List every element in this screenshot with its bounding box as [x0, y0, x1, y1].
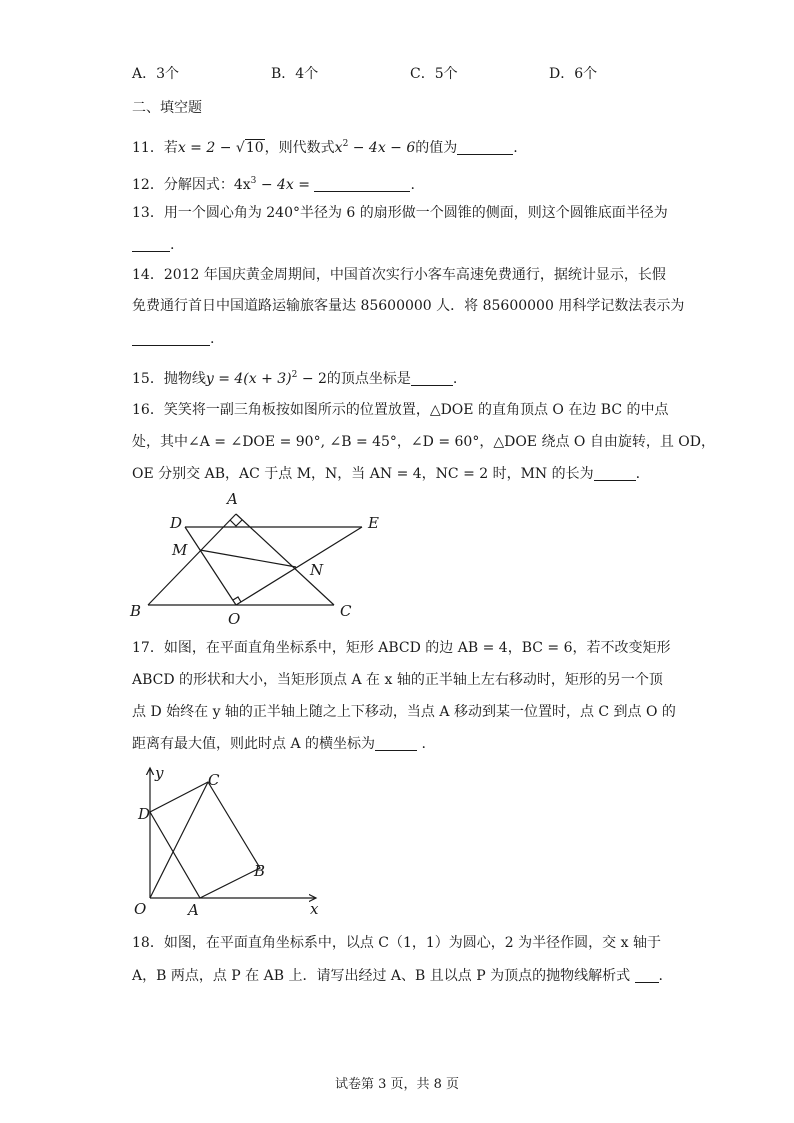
q18-blank: [635, 968, 659, 983]
q17-text: 距离有最大值，则此时点 A 的横坐标为: [132, 736, 376, 752]
q16-blank: [594, 466, 636, 481]
label-c: C: [340, 602, 352, 620]
question-16-line1: 16．笑笑将一副三角板按如图所示的位置放置，△DOE 的直角顶点 O 在边 BC 的中点: [132, 402, 669, 418]
question-17-line3: 点 D 始终在 y 轴的正半轴上随之上下移动，当点 A 移动到某一位置时，点 C 到点 O 的: [132, 704, 676, 720]
q15-expr2: − 2: [297, 371, 327, 387]
figure-q16: [120, 486, 400, 626]
label-n: N: [310, 561, 324, 579]
q12-number: 12．分解因式：: [132, 177, 234, 193]
option-c: C．5个: [410, 66, 458, 82]
question-15: [132, 365, 457, 389]
question-17-line1: 17．如图，在平面直角坐标系中，矩形 ABCD 的边 AB = 4，BC = 6，若不改变矩形: [132, 640, 671, 656]
question-14-line2: 免费通行首日中国道路运输旅客量达 85600000 人．将 85600000 用科学记数法表示为: [132, 298, 685, 314]
q12-end: .: [410, 177, 415, 193]
label-o: O: [228, 610, 241, 626]
q14-end: .: [210, 331, 215, 347]
label-y: y: [155, 764, 164, 782]
q16-end: .: [635, 466, 641, 482]
label-c: C: [208, 771, 220, 789]
option-d: D．6个: [549, 66, 598, 82]
question-17-line4: [132, 734, 426, 754]
label-b: B: [254, 862, 266, 880]
q15-expr1: y = 4(x + 3): [205, 371, 292, 387]
q11-sup: 2: [342, 139, 349, 149]
question-16-line2: 处，其中∠A = ∠DOE = 90°, ∠B = 45°，∠D = 60°，△DOE 绕点 O 自由旋转，且 OD，: [132, 434, 716, 450]
q15-blank: [411, 371, 453, 386]
q13-end: .: [170, 237, 175, 253]
q18-end: .: [658, 968, 663, 984]
section-title: 二、填空题: [132, 100, 202, 116]
question-18-line1: 18．如图，在平面直角坐标系中，以点 C（1，1）为圆心，2 为半径作圆，交 x 轴于: [132, 935, 661, 951]
q11-end: .: [513, 140, 518, 156]
segment-ab: [148, 514, 236, 605]
q17-end: .: [421, 736, 426, 752]
label-a: A: [227, 490, 238, 508]
question-14-line3: [132, 329, 214, 349]
q11-expr1: x = 2 −: [177, 140, 232, 156]
label-b: B: [130, 602, 142, 620]
q15-sup: 2: [291, 370, 298, 380]
q14-blank: [132, 331, 210, 346]
option-b: B．4个: [271, 66, 319, 82]
q17-blank: [375, 736, 417, 751]
q11-sqrt: 10: [245, 140, 264, 156]
label-x: x: [310, 900, 319, 918]
question-14-line1: 14．2012 年国庆黄金周期间，中国首次实行小客车高速免费通行，据统计显示，长假: [132, 267, 666, 283]
q11-number: 11．若: [132, 140, 178, 156]
label-d: D: [170, 514, 183, 532]
rectangle-abcd: [150, 782, 260, 898]
question-12: [132, 171, 415, 195]
question-17-line2: ABCD 的形状和大小，当矩形顶点 A 在 x 轴的正半轴上左右移动时，矩形的另一个顶: [132, 672, 663, 688]
q16-text: OE 分别交 AB，AC 于点 M，N，当 AN = 4，NC = 2 时，MN 的长为: [132, 466, 594, 482]
page-footer: 试卷第 3 页，共 8 页: [334, 1077, 460, 1092]
q12-blank: [314, 177, 410, 192]
q12-expr1: 4x: [233, 177, 251, 193]
segment-eo: [236, 527, 362, 605]
q18-text: A，B 两点，点 P 在 AB 上．请写出经过 A、B 且以点 P 为顶点的抛物线解析式: [132, 968, 631, 984]
q11-expr2: x: [334, 140, 343, 156]
q15-number: 15．抛物线: [132, 371, 206, 387]
label-m: M: [172, 541, 188, 559]
segment-oc: [150, 782, 208, 898]
q15-tail: 的顶点坐标是: [326, 371, 411, 387]
segment-mn: [200, 550, 296, 567]
label-e: E: [368, 514, 379, 532]
option-a: A．3个: [132, 66, 180, 82]
q11-tail: 的值为: [415, 140, 458, 156]
question-11: 11．若x = 2 − √10，则代数式$x^2 - 4x - 6$的值为 .: [132, 139, 518, 156]
q13-blank: [132, 237, 170, 252]
q12-sup: 3: [250, 176, 257, 186]
right-angle-a: [230, 520, 242, 526]
figure-q17: [128, 762, 338, 920]
q11-expr3: − 4x − 6: [348, 140, 416, 156]
q11-blank: [457, 140, 513, 155]
q11-mid: ，则代数式: [264, 140, 335, 156]
q12-expr2: − 4x =: [256, 177, 310, 193]
label-a: A: [188, 901, 199, 919]
question-13-line2: [132, 235, 174, 255]
segment-do: [185, 527, 236, 605]
label-d: D: [138, 805, 151, 823]
question-18-line2: [132, 966, 663, 986]
question-16-line3: [132, 464, 640, 484]
question-13-line1: 13．用一个圆心角为 240°半径为 6 的扇形做一个圆锥的侧面，则这个圆锥底面半径为: [132, 205, 668, 221]
label-o: O: [134, 900, 147, 918]
q15-end: .: [452, 371, 458, 387]
